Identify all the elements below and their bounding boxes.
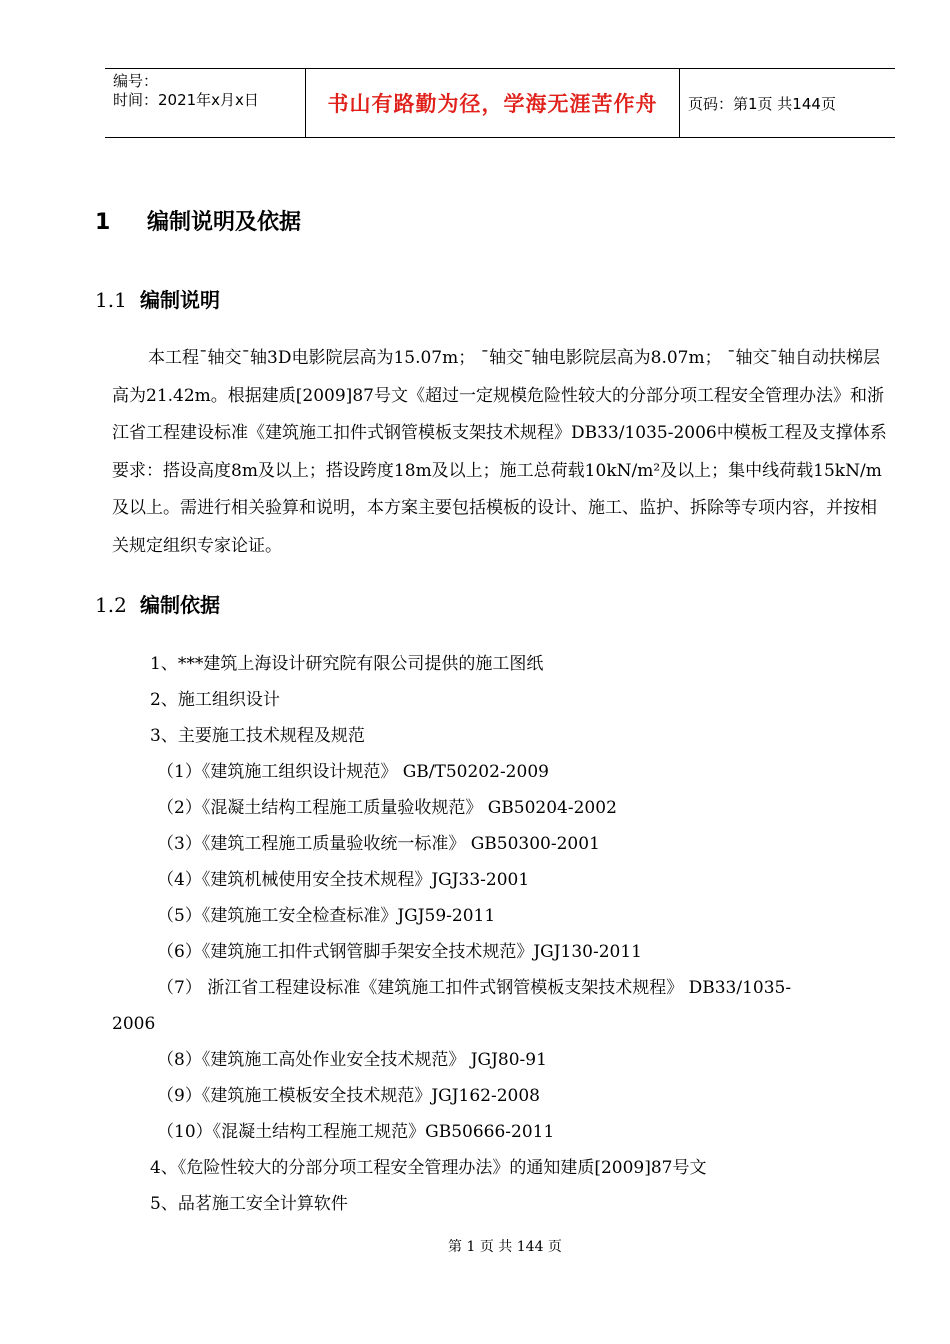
header-motto-cell [306,69,680,137]
list-item: （3）《建筑工程施工质量验收统一标准》 GB50300-2001 [157,834,600,854]
section-1-heading [95,205,301,236]
list-item: （9）《建筑施工模板安全技术规范》JGJ162-2008 [157,1086,540,1106]
list-item: 3、主要施工技术规程及规范 [150,726,365,746]
section-1-2-title: 编制依据 [140,593,220,617]
time-label: 时间：2021年x月x日 [113,91,259,109]
list-item: 4、《危险性较大的分部分项工程安全管理办法》的通知建质[2009]87号文 [150,1158,707,1178]
list-item: 1、***建筑上海设计研究院有限公司提供的施工图纸 [150,654,544,674]
list-item: （2）《混凝土结构工程施工质量验收规范》 GB50204-2002 [157,798,617,818]
list-item: （5）《建筑施工安全检查标准》JGJ59-2011 [157,906,496,926]
section-1-1-heading [95,284,220,313]
document-header [105,68,895,138]
basis-list [112,646,887,1222]
serial-label: 编号： [113,72,159,90]
section-1-title: 编制说明及依据 [147,210,302,235]
page-footer: 第 1 页 共 144 页 [448,1239,562,1255]
header-meta-cell [105,69,306,137]
section-1-number: 1 [95,210,111,235]
section-1-2-heading [95,589,220,618]
list-item: （8）《建筑施工高处作业安全技术规范》 JGJ80-91 [157,1050,547,1070]
motto-text: 书山有路勤为径，学海无涯苦作舟 [327,92,658,116]
list-item: （7） 浙江省工程建设标准《建筑施工扣件式钢管模板支架技术规程》 DB33/1035- [157,978,792,998]
list-item: （10）《混凝土结构工程施工规范》GB50666-2011 [157,1122,555,1142]
list-item: （4）《建筑机械使用安全技术规程》JGJ33-2001 [157,870,530,890]
list-item: 2、施工组织设计 [150,690,280,710]
description-text: 本工程¯轴交¯轴3D电影院层高为15.07m； ¯轴交¯轴电影院层高为8.07m； ¯轴交¯轴自动扶梯层高为21.42m。根据建质[2009]87号文《超过一定规模危险性较大的分部分项工程安全管理办法》和浙江省工程建设标准《建筑施工扣件式钢管模板支架技术规程》DB33/1035-2006中模板工程及支撑体系要求：搭设高度8m及以上；搭设跨度18m及以上；施工总荷载10kN/m²及以上；集中线荷载15kN/m及以上。需进行相关验算和说明，本方案主要包括模板的设计、施工、监护、拆除等专项内容，并按相关规定组织专家论证。 [112,348,887,556]
section-1-1-title: 编制说明 [140,288,220,312]
list-item: 5、品茗施工安全计算软件 [150,1194,348,1214]
list-item-continuation: 2006 [112,1014,156,1034]
section-1-1-number: 1.1 [95,288,127,312]
description-paragraph [112,340,887,565]
page-info: 页码：第1页 共144页 [688,94,836,113]
header-page-cell [680,69,895,137]
list-item: （6）《建筑施工扣件式钢管脚手架安全技术规范》JGJ130-2011 [157,942,642,962]
list-item: （1）《建筑施工组织设计规范》 GB/T50202-2009 [157,762,549,782]
section-1-2-number: 1.2 [95,593,127,617]
